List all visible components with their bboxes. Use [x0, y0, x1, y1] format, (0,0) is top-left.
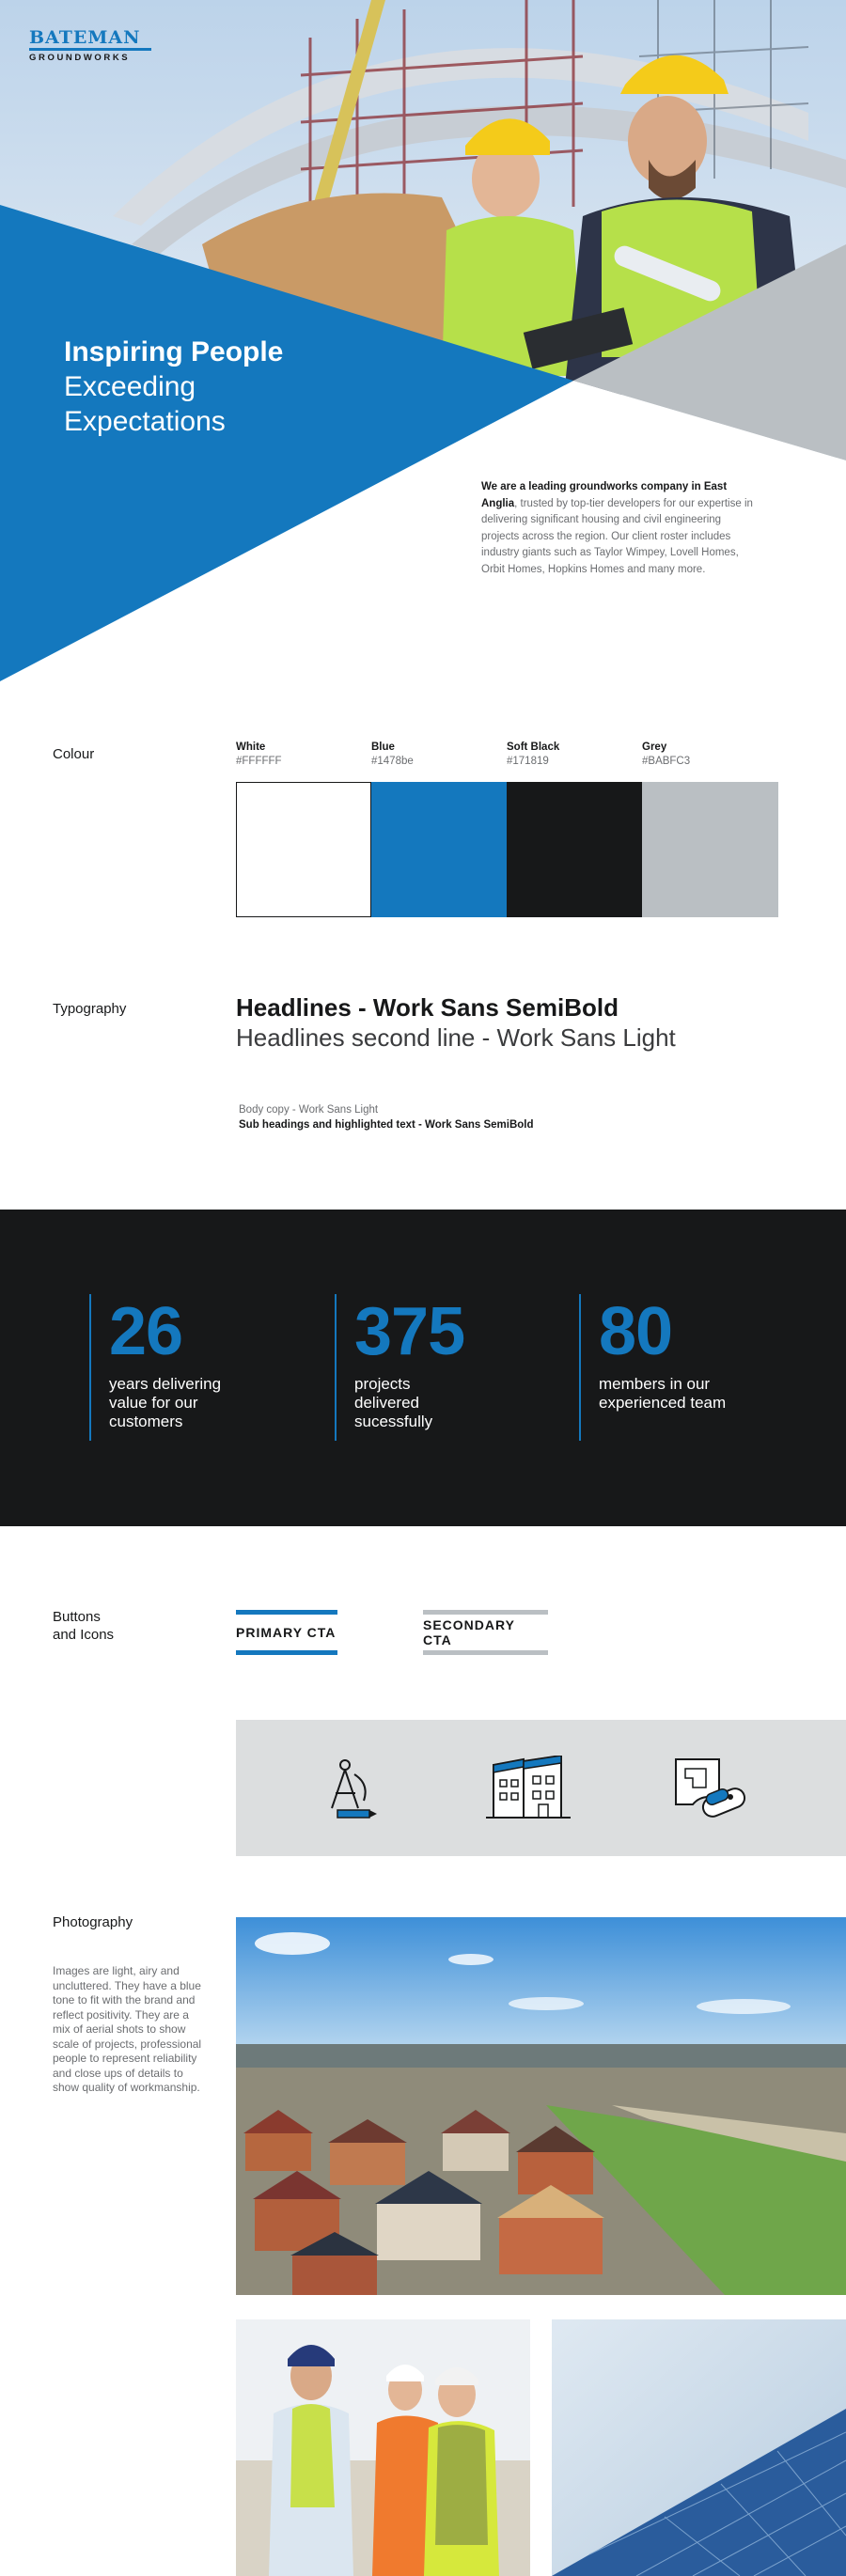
swatch-hex: #FFFFFF: [236, 756, 282, 767]
swatch-name: Blue: [371, 742, 395, 753]
logo-wordmark: BATEMAN: [29, 27, 141, 48]
primary-cta-button[interactable]: PRIMARY CTA: [236, 1610, 337, 1655]
logo-subtitle: GROUNDWORKS: [29, 53, 131, 63]
stat-number: 375: [354, 1294, 465, 1369]
swatch-white: [236, 782, 371, 917]
swatch-name: White: [236, 742, 266, 753]
swatch-blue: [371, 782, 507, 917]
hero-headline-strong: Inspiring People: [64, 336, 284, 367]
hero-headline-line2: Exceeding: [64, 371, 196, 402]
logo-rule: [29, 48, 151, 51]
stat-number: 26: [109, 1294, 183, 1369]
stats-band: [0, 1210, 846, 1526]
aerial-housing-illustration: [236, 1917, 846, 2295]
stat-number: 80: [599, 1294, 673, 1369]
swatch-name: Grey: [642, 742, 667, 753]
solar-panel-photo: [552, 2319, 846, 2576]
aerial-housing-photo: [236, 1917, 846, 2295]
swatch-name: Soft Black: [507, 742, 560, 753]
buildings-icon: [486, 1756, 571, 1821]
secondary-cta-button[interactable]: SECONDARY CTA: [423, 1610, 548, 1655]
photography-section-label: Photography: [53, 1914, 133, 1930]
stat-years: [89, 1294, 250, 1441]
hero-headline-line3: Expectations: [64, 406, 226, 437]
buttons-label-line2: and Icons: [53, 1627, 115, 1643]
brand-logo[interactable]: [29, 28, 151, 63]
hero-headline: [64, 335, 283, 439]
swatch-blue-meta: [371, 741, 414, 769]
swatch-grey-meta: [642, 741, 690, 769]
colour-section-label: Colour: [53, 746, 95, 762]
swatch-grey: [642, 782, 778, 917]
photography-description: Images are light, airy and uncluttered. They have a blue tone to fit with the brand and reflect positivity. They are a mix of aerial shots to show scale of projects, professional people to represent reliability and close ups of details to show quality of workmanship.: [53, 1964, 202, 2094]
typography-headline-second-sample: Headlines second line - Work Sans Light: [236, 1023, 676, 1052]
engineers-illustration: [236, 2319, 530, 2576]
hero-intro-text: [481, 479, 754, 578]
swatch-hex: #BABFC3: [642, 756, 691, 767]
hero-intro-rest: , trusted by top-tier developers for our expertise in delivering significant housing and civil engineering projects across the region. Our client roster includes industry giants such as Taylor Wimpey, Lovell Homes, Orbit Homes, Hopkins Homes and many more.: [481, 497, 753, 575]
blueprint-plan-icon: [674, 1756, 751, 1821]
buttons-section-label: [53, 1608, 114, 1644]
typography-subheading-sample: Sub headings and highlighted text - Work Sans SemiBold: [239, 1119, 534, 1131]
stat-text: projects delivered sucessfully: [354, 1375, 433, 1430]
swatch-hex: #171819: [507, 756, 549, 767]
stat-projects: [335, 1294, 464, 1441]
stat-team: [579, 1294, 730, 1441]
swatch-hex: #1478be: [371, 756, 414, 767]
typography-headline-sample: Headlines - Work Sans SemiBold: [236, 993, 619, 1022]
stat-text: members in our experienced team: [599, 1375, 727, 1412]
compass-drawing-icon: [321, 1756, 386, 1821]
stat-text: years delivering value for our customers: [109, 1375, 222, 1430]
hero-section: [0, 0, 846, 695]
hero-intro-bold: We are a leading groundworks company in East Anglia: [481, 481, 728, 509]
typography-body-sample: Body copy - Work Sans Light: [239, 1104, 379, 1116]
swatch-softblack: [507, 782, 642, 917]
swatch-white-meta: [236, 741, 282, 769]
icon-panel: [236, 1720, 846, 1856]
engineers-photo: [236, 2319, 530, 2576]
typography-section-label: Typography: [53, 1001, 127, 1017]
buttons-label-line1: Buttons: [53, 1609, 101, 1625]
swatch-softblack-meta: [507, 741, 559, 769]
solar-panel-illustration: [552, 2319, 846, 2576]
